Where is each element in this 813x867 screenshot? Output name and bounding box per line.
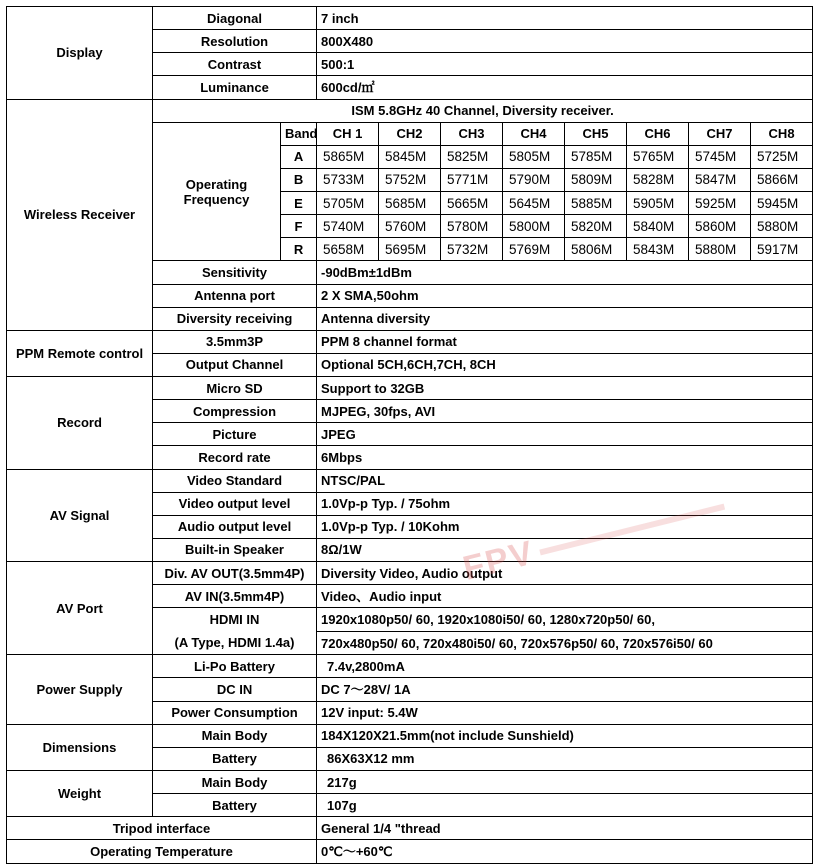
channel-header: CH8 — [751, 122, 813, 145]
spec-key: Sensitivity — [153, 261, 317, 284]
channel-header: CH5 — [565, 122, 627, 145]
spec-row — [7, 330, 813, 353]
frequency-cell: 5771M — [441, 168, 503, 191]
spec-value: 7 inch — [317, 7, 813, 30]
operating-frequency-label — [153, 122, 281, 261]
section-label: AV Port — [7, 562, 153, 655]
spec-key: Micro SD — [153, 377, 317, 400]
frequency-cell: 5645M — [503, 192, 565, 215]
frequency-cell: 5840M — [627, 215, 689, 238]
frequency-cell: 5905M — [627, 192, 689, 215]
spec-value: 2 X SMA,50ohm — [317, 284, 813, 307]
section-label: Dimensions — [7, 724, 153, 770]
frequency-cell: 5780M — [441, 215, 503, 238]
spec-value: General 1/4 "thread — [317, 817, 813, 840]
spec-value: 12V input: 5.4W — [317, 701, 813, 724]
frequency-cell: 5809M — [565, 168, 627, 191]
frequency-cell: 5685M — [379, 192, 441, 215]
spec-value: 800X480 — [317, 30, 813, 53]
spec-key: Compression — [153, 400, 317, 423]
spec-value: Optional 5CH,6CH,7CH, 8CH — [317, 353, 813, 376]
frequency-cell: 5765M — [627, 145, 689, 168]
spec-value: 8Ω/1W — [317, 538, 813, 561]
watermark: FPV — [459, 486, 729, 589]
spec-key: Battery — [153, 747, 317, 770]
spec-value: PPM 8 channel format — [317, 330, 813, 353]
channel-header: CH2 — [379, 122, 441, 145]
frequency-cell: 5828M — [627, 168, 689, 191]
spec-value: NTSC/PAL — [317, 469, 813, 492]
spec-key: Power Consumption — [153, 701, 317, 724]
spec-value: Antenna diversity — [317, 307, 813, 330]
hdmi-key-line-2: (A Type, HDMI 1.4a) — [174, 635, 295, 651]
spec-row — [7, 99, 813, 122]
spec-row — [7, 655, 813, 678]
spec-key: Li-Po Battery — [153, 655, 317, 678]
spec-value: Video、Audio input — [317, 585, 813, 608]
spec-key: Record rate — [153, 446, 317, 469]
spec-value: 600cd/㎡ — [317, 76, 813, 99]
frequency-cell: 5843M — [627, 238, 689, 261]
spec-key: Resolution — [153, 30, 317, 53]
spec-key: Diversity receiving — [153, 307, 317, 330]
frequency-cell: 5740M — [317, 215, 379, 238]
spec-value: 1.0Vp-p Typ. / 75ohm — [317, 492, 813, 515]
hdmi-in-key — [153, 608, 317, 655]
spec-value: DC 7～28V/ 1A — [317, 678, 813, 701]
frequency-cell: 5800M — [503, 215, 565, 238]
spec-table-body — [7, 7, 813, 864]
frequency-cell: 5769M — [503, 238, 565, 261]
frequency-cell: 5945M — [751, 192, 813, 215]
spec-row — [7, 770, 813, 793]
spec-key: Tripod interface — [7, 817, 317, 840]
spec-key: Video output level — [153, 492, 317, 515]
channel-header: CH4 — [503, 122, 565, 145]
spec-key: Output Channel — [153, 353, 317, 376]
band-header: Band — [281, 122, 317, 145]
hdmi-value-line-2: 720x480p50/ 60, 720x480i50/ 60, 720x576p50/ 60, 720x576i50/ 60 — [317, 631, 813, 655]
spec-value: 0℃～+60℃ — [317, 840, 813, 864]
frequency-cell: 5760M — [379, 215, 441, 238]
spec-key: Main Body — [153, 770, 317, 793]
spec-value: 86X63X12 mm — [317, 747, 813, 770]
wireless-summary: ISM 5.8GHz 40 Channel, Diversity receiver. — [153, 99, 813, 122]
op-freq-line-1: Operating — [185, 176, 248, 192]
frequency-cell: 5752M — [379, 168, 441, 191]
spec-value: 107g — [317, 794, 813, 817]
section-label: Record — [7, 377, 153, 470]
frequency-cell: 5866M — [751, 168, 813, 191]
spec-value: Diversity Video, Audio output — [317, 562, 813, 585]
frequency-cell: 5785M — [565, 145, 627, 168]
section-label: Wireless Receiver — [7, 99, 153, 330]
frequency-cell: 5695M — [379, 238, 441, 261]
frequency-cell: 5880M — [751, 215, 813, 238]
spec-row — [7, 840, 813, 864]
op-freq-line-2: Frequency — [183, 191, 250, 207]
spec-row — [7, 817, 813, 840]
spec-key: Audio output level — [153, 515, 317, 538]
section-label: Power Supply — [7, 655, 153, 724]
spec-value: Support to 32GB — [317, 377, 813, 400]
spec-key: AV IN(3.5mm4P) — [153, 585, 317, 608]
spec-key: Picture — [153, 423, 317, 446]
spec-key: Diagonal — [153, 7, 317, 30]
frequency-cell: 5745M — [689, 145, 751, 168]
channel-header: CH3 — [441, 122, 503, 145]
band-label: F — [281, 215, 317, 238]
hdmi-key-line-1: HDMI IN — [209, 612, 260, 628]
spec-row — [7, 377, 813, 400]
spec-value: MJPEG, 30fps, AVI — [317, 400, 813, 423]
frequency-cell: 5806M — [565, 238, 627, 261]
section-label: Display — [7, 7, 153, 100]
section-label: AV Signal — [7, 469, 153, 562]
spec-key: Built-in Speaker — [153, 538, 317, 561]
frequency-cell: 5825M — [441, 145, 503, 168]
spec-row — [7, 562, 813, 585]
band-label: A — [281, 145, 317, 168]
frequency-cell: 5725M — [751, 145, 813, 168]
spec-value: 184X120X21.5mm(not include Sunshield) — [317, 724, 813, 747]
frequency-cell: 5705M — [317, 192, 379, 215]
spec-value: -90dBm±1dBm — [317, 261, 813, 284]
channel-header: CH 1 — [317, 122, 379, 145]
spec-value: 7.4v,2800mA — [317, 655, 813, 678]
band-label: E — [281, 192, 317, 215]
spec-value: 500:1 — [317, 53, 813, 76]
spec-key: Operating Temperature — [7, 840, 317, 864]
frequency-cell: 5917M — [751, 238, 813, 261]
frequency-cell: 5733M — [317, 168, 379, 191]
spec-key: Main Body — [153, 724, 317, 747]
frequency-cell: 5820M — [565, 215, 627, 238]
spec-key: Video Standard — [153, 469, 317, 492]
spec-value: JPEG — [317, 423, 813, 446]
spec-key: Contrast — [153, 53, 317, 76]
section-label: PPM Remote control — [7, 330, 153, 376]
frequency-cell: 5805M — [503, 145, 565, 168]
spec-value: 217g — [317, 770, 813, 793]
spec-value: 6Mbps — [317, 446, 813, 469]
frequency-cell: 5860M — [689, 215, 751, 238]
spec-key: Antenna port — [153, 284, 317, 307]
frequency-cell: 5732M — [441, 238, 503, 261]
band-label: B — [281, 168, 317, 191]
frequency-cell: 5790M — [503, 168, 565, 191]
spec-key: Luminance — [153, 76, 317, 99]
spec-key: Div. AV OUT(3.5mm4P) — [153, 562, 317, 585]
spec-value: 1.0Vp-p Typ. / 10Kohm — [317, 515, 813, 538]
spec-table — [6, 6, 813, 864]
frequency-cell: 5880M — [689, 238, 751, 261]
hdmi-value-line-1: 1920x1080p50/ 60, 1920x1080i50/ 60, 1280x720p50/ 60, — [317, 608, 813, 632]
channel-header: CH7 — [689, 122, 751, 145]
frequency-cell: 5865M — [317, 145, 379, 168]
frequency-cell: 5847M — [689, 168, 751, 191]
frequency-cell: 5845M — [379, 145, 441, 168]
frequency-cell: 5658M — [317, 238, 379, 261]
frequency-cell: 5885M — [565, 192, 627, 215]
spec-key: DC IN — [153, 678, 317, 701]
spec-row — [7, 724, 813, 747]
spec-row — [7, 469, 813, 492]
frequency-cell: 5665M — [441, 192, 503, 215]
spec-key: Battery — [153, 794, 317, 817]
band-label: R — [281, 238, 317, 261]
section-label: Weight — [7, 770, 153, 816]
channel-header: CH6 — [627, 122, 689, 145]
spec-row — [7, 7, 813, 30]
spec-key: 3.5mm3P — [153, 330, 317, 353]
frequency-cell: 5925M — [689, 192, 751, 215]
